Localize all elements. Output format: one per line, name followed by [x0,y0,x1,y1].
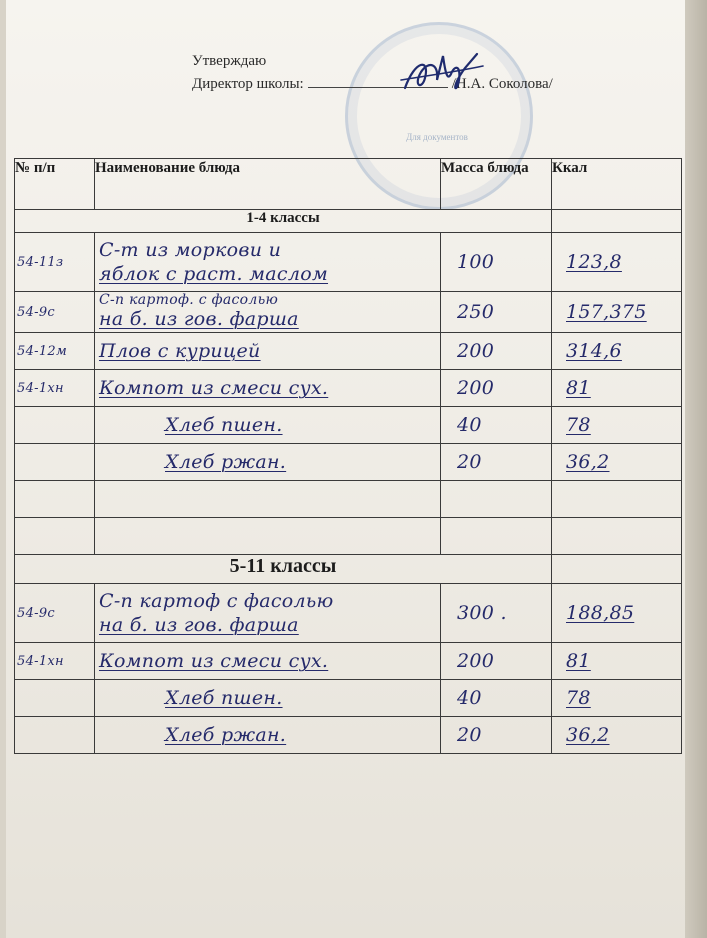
dish-code: 54-1хн [15,643,95,680]
dish-code [15,407,95,444]
director-name: /Н.А. Соколова/ [451,76,553,92]
table-row [15,407,682,444]
dish-name: Компот из смеси сух. [95,643,441,680]
dish-code: 54-9с [15,584,95,643]
dish-mass: 300 . [441,584,552,643]
table-row [15,717,682,754]
dish-name: Хлеб пшен. [95,680,441,717]
dish-kcal: 123,8 [552,233,682,292]
table-row [15,444,682,481]
dish-mass: 200 [441,370,552,407]
dish-name: Компот из смеси сух. [95,370,441,407]
dish-kcal: 78 [552,407,682,444]
dish-kcal: 81 [552,370,682,407]
dish-mass: 200 [441,333,552,370]
dish-kcal: 157,375 [552,292,682,333]
menu-table [14,158,682,754]
section-2-header [15,555,682,584]
section-1-title: 1-4 классы [15,210,552,233]
header-kcal: Ккал [552,159,682,210]
dish-code: 54-12м [15,333,95,370]
header-mass: Масса блюда [441,159,552,210]
paper-right-edge [685,0,707,938]
dish-kcal: 78 [552,680,682,717]
empty-row [15,481,682,518]
dish-code [15,717,95,754]
dish-name: С-п картоф с фасолью на б. из гов. фарша [95,584,441,643]
stamp-text: Для документов [406,132,468,142]
table-row [15,584,682,643]
section-2-title: 5-11 классы [15,555,552,584]
table-row [15,643,682,680]
dish-name: Хлеб ржан. [95,717,441,754]
header-name: Наименование блюда [95,159,441,210]
dish-kcal: 188,85 [552,584,682,643]
dish-kcal: 36,2 [552,444,682,481]
dish-code [15,444,95,481]
dish-mass: 40 [441,407,552,444]
paper-left-edge [0,0,6,938]
dish-name: Плов с курицей [95,333,441,370]
dish-name: Хлеб ржан. [95,444,441,481]
section-1-header [15,210,682,233]
dish-mass: 100 [441,233,552,292]
handwritten-signature [395,50,485,100]
table-row [15,292,682,333]
dish-kcal: 314,6 [552,333,682,370]
dish-code: 54-9с [15,292,95,333]
dish-mass: 40 [441,680,552,717]
dish-mass: 250 [441,292,552,333]
dish-code: 54-1хн [15,370,95,407]
dish-code [15,680,95,717]
dish-code: 54-11з [15,233,95,292]
approval-director-line [192,73,553,96]
approval-block [192,50,553,96]
table-row [15,370,682,407]
dish-name: Хлеб пшен. [95,407,441,444]
table-row [15,333,682,370]
header-num: № п/п [15,159,95,210]
dish-kcal: 36,2 [552,717,682,754]
dish-name: С-т из моркови и яблок с раст. маслом [95,233,441,292]
approval-title: Утверждаю [192,53,267,69]
dish-mass: 20 [441,444,552,481]
director-label: Директор школы: [192,76,304,92]
empty-row [15,518,682,555]
dish-mass: 200 [441,643,552,680]
table-header-row [15,159,682,210]
dish-mass: 20 [441,717,552,754]
dish-kcal: 81 [552,643,682,680]
table-row [15,233,682,292]
table-row [15,680,682,717]
dish-name: С-п картоф. с фасолью на б. из гов. фарша [95,292,441,333]
